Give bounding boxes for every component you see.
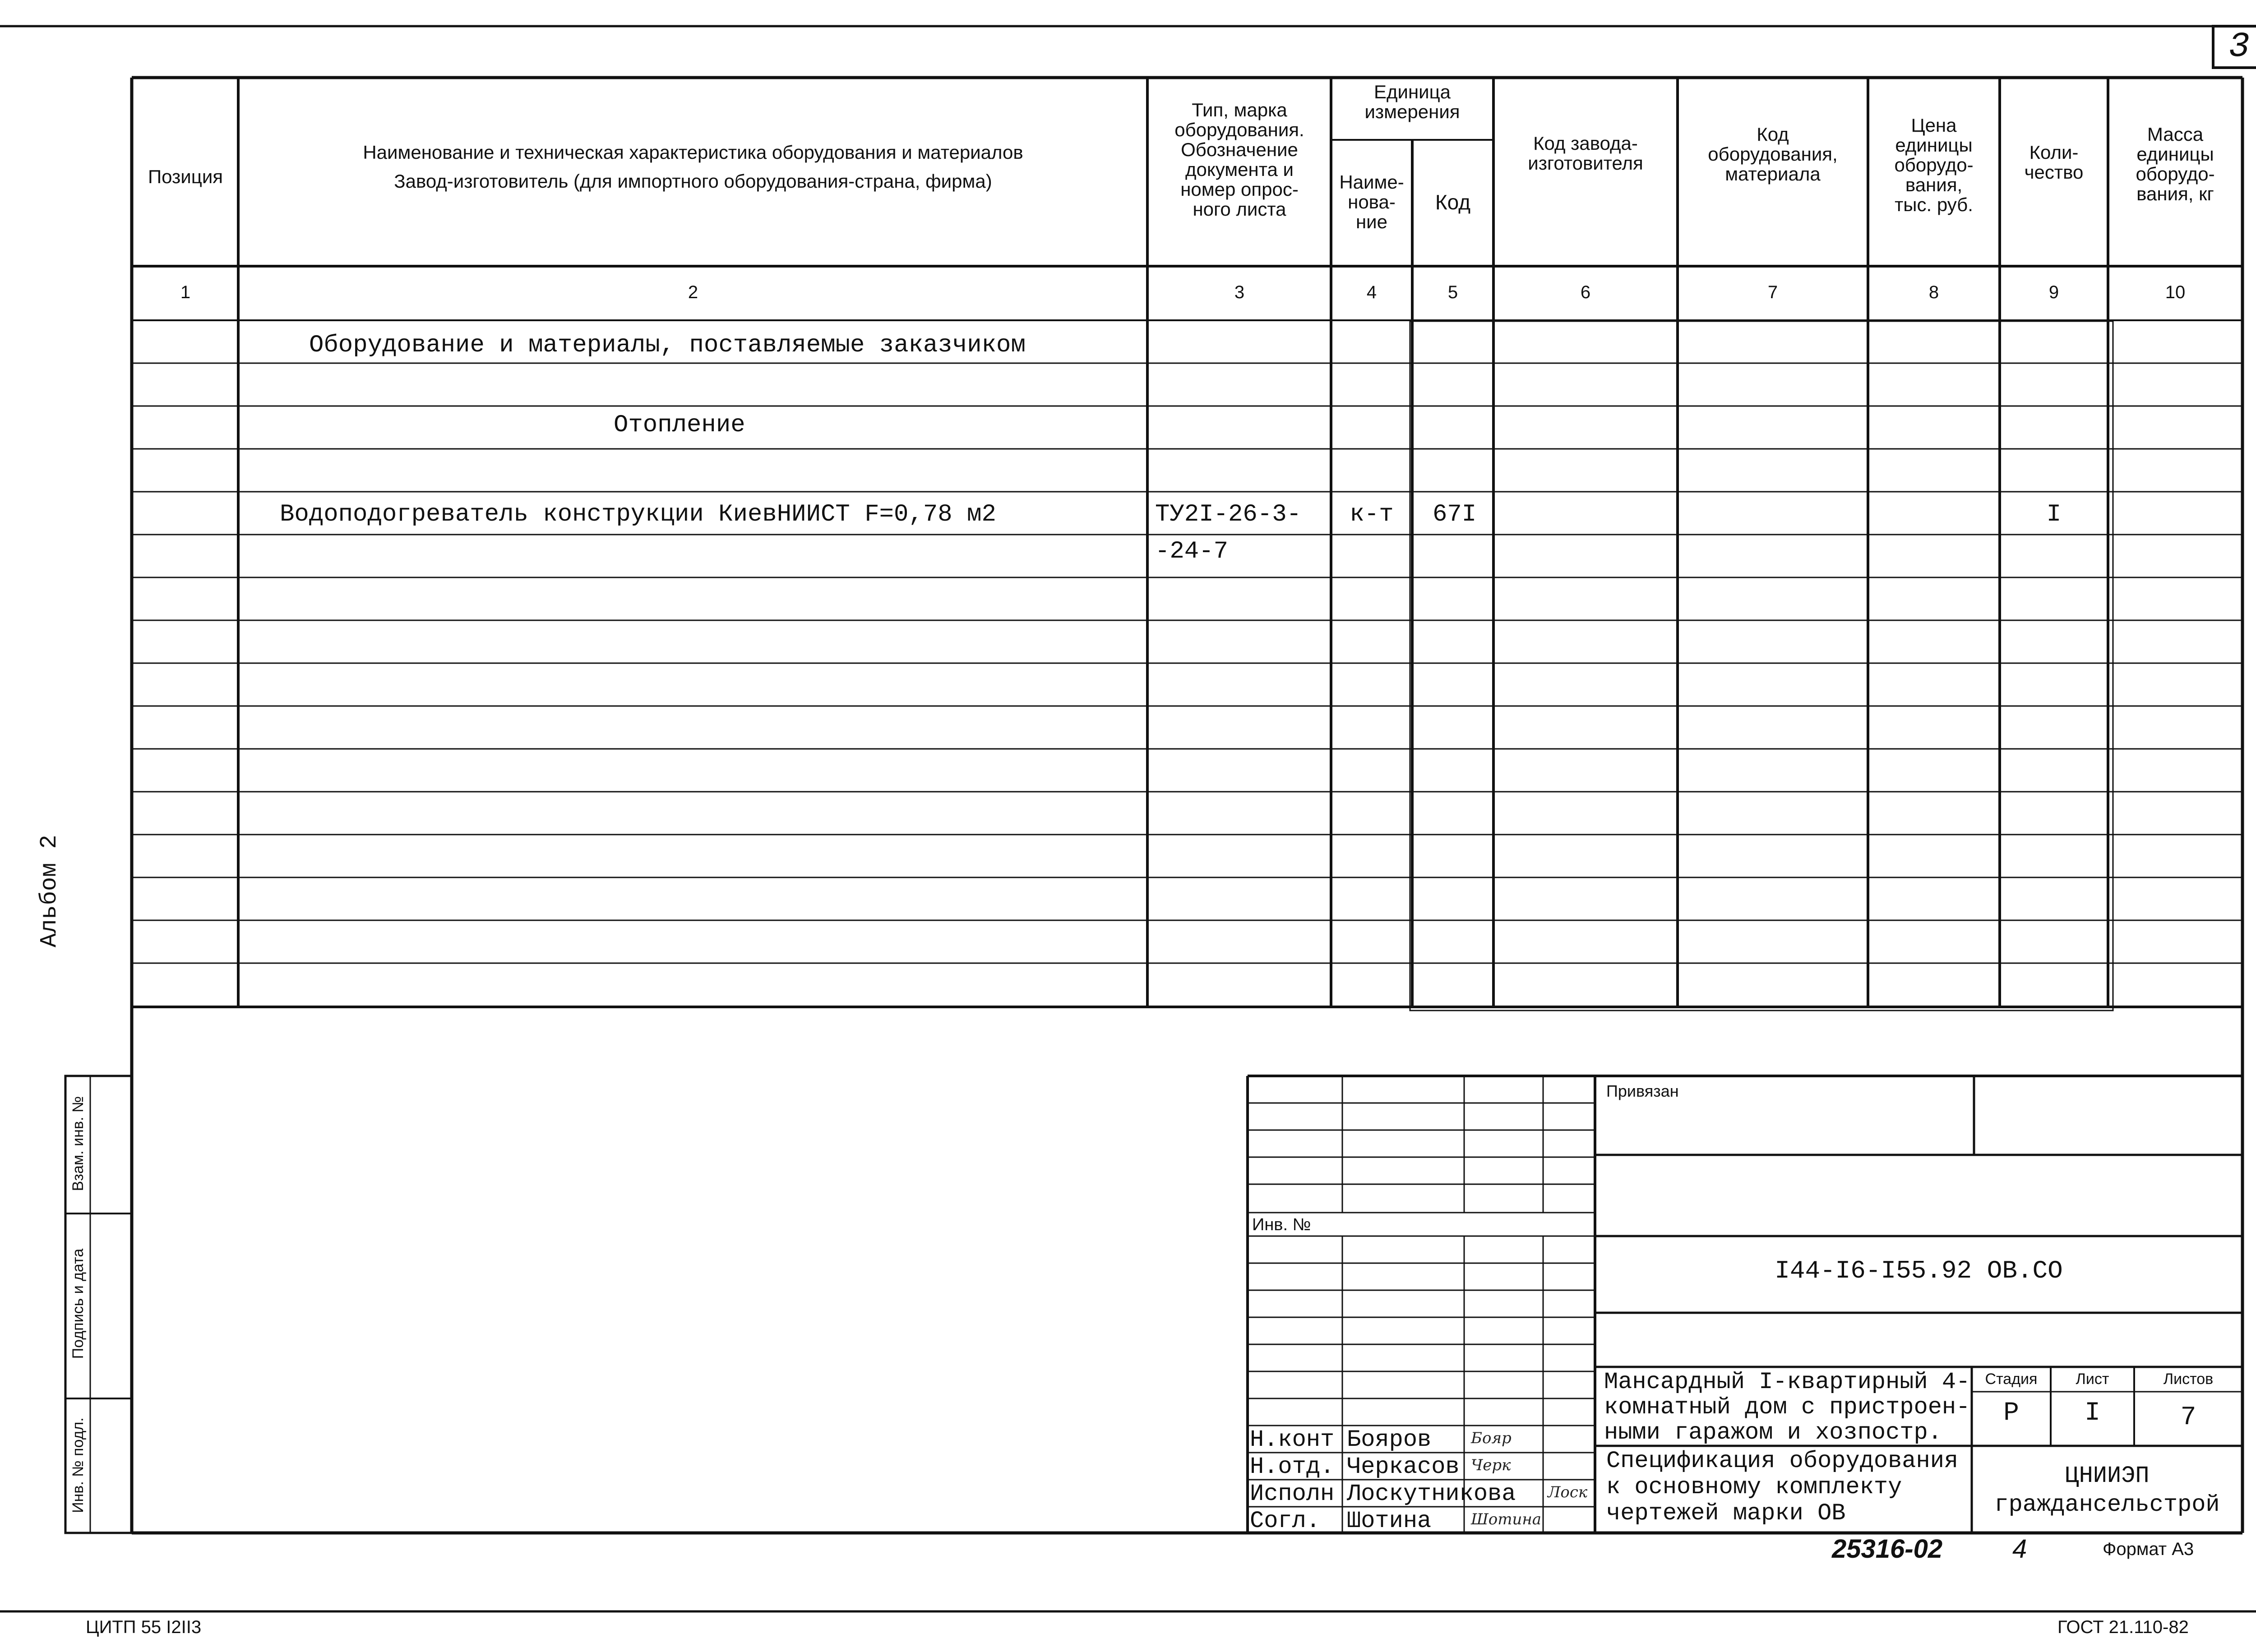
archive-number: 25316-02: [1832, 1534, 1943, 1564]
privyazan-label: Привязан: [1606, 1082, 1679, 1100]
stage-label: Стадия: [1985, 1371, 2038, 1388]
signer-role: Н.отд.: [1250, 1454, 1335, 1480]
table-row-name: Водоподогреватель конструкции КиевНИИСТ F=0,78 м2: [280, 501, 996, 528]
stage-value: Р: [2003, 1398, 2019, 1428]
document-designation: I44-I6-I55.92 ОВ.СО: [1775, 1256, 2063, 1285]
signer-signature: Бояр: [1471, 1429, 1512, 1447]
archive-page: 4: [2012, 1534, 2027, 1564]
object-name: Мансардный I-квартирный 4- комнатный дом с пристроен- ными гаражом и хозпостр.: [1604, 1369, 1970, 1446]
signer-name: Шотина: [1347, 1508, 1432, 1534]
signer-name: Лоскутникова: [1347, 1481, 1516, 1507]
footer-left-code: ЦИТП 55 I2II3: [86, 1617, 202, 1637]
header-unit-name: Наиме- нова- ние: [1339, 171, 1404, 232]
sheet-label: Лист: [2076, 1371, 2109, 1388]
stamp-sign-date: Подпись и дата: [69, 1248, 87, 1359]
table-row-type: -24-7: [1155, 538, 1229, 565]
signer-role: Согл.: [1250, 1508, 1321, 1534]
column-number-3: 3: [1234, 282, 1245, 302]
sheet-number: 3: [2228, 27, 2250, 67]
column-number-7: 7: [1767, 282, 1778, 302]
album-label: Альбом 2: [36, 835, 63, 947]
header-unit-group: Единица измерения: [1364, 81, 1460, 122]
sheets-value: 7: [2180, 1403, 2196, 1432]
stamp-vzam-inv: Взам. инв. №: [69, 1096, 87, 1191]
table-row-unit-name: к-т: [1350, 501, 1394, 528]
header-unit-code: Код: [1435, 190, 1471, 214]
format-label: Формат А3: [2103, 1539, 2194, 1559]
header-name-line2: Завод-изготовитель (для импортного оборудования-страна, фирма): [394, 171, 992, 192]
table-row-name: Отопление: [614, 411, 745, 439]
footer-gost: ГОСТ 21.110-82: [2057, 1617, 2189, 1637]
signer-signature: Лоск: [1548, 1483, 1588, 1501]
column-number-1: 1: [180, 282, 191, 302]
sheets-label: Листов: [2163, 1371, 2214, 1388]
header-unit-mass: Масса единицы оборудо- вания, кг: [2136, 124, 2215, 204]
table-row-unit-code: 67I: [1433, 501, 1477, 528]
header-equipment-code: Код оборудования, материала: [1708, 124, 1838, 185]
header-quantity: Коли- чество: [2024, 142, 2084, 183]
sheet-value: I: [2085, 1398, 2100, 1428]
header-factory-code: Код завода- изготовителя: [1528, 133, 1643, 174]
stamp-inv-orig: Инв. № подл.: [69, 1417, 87, 1513]
header-type-mark: Тип, марка оборудования. Обозначение документа и номер опрос- ного листа: [1174, 99, 1304, 220]
signer-role: Исполн: [1250, 1481, 1335, 1507]
table-row-quantity: I: [2046, 501, 2062, 528]
table-row-type: ТУ2I-26-3-: [1155, 501, 1302, 528]
signer-signature: Черк: [1471, 1456, 1511, 1474]
inv-no-label: Инв. №: [1252, 1215, 1311, 1234]
column-number-2: 2: [688, 282, 698, 302]
signer-name: Черкасов: [1347, 1454, 1460, 1480]
document-title: Спецификация оборудования к основному комплекту чертежей марки ОВ: [1606, 1448, 1959, 1527]
column-number-5: 5: [1447, 282, 1458, 302]
signer-role: Н.конт: [1250, 1426, 1335, 1453]
signer-name: Бояров: [1347, 1426, 1432, 1453]
organization-name: ЦНИИЭП граждансельстрой: [1994, 1463, 2220, 1518]
column-number-4: 4: [1366, 282, 1377, 302]
table-row-name: Оборудование и материалы, поставляемые заказчиком: [309, 332, 1026, 359]
signer-signature: Шотина: [1471, 1510, 1542, 1528]
column-number-8: 8: [1928, 282, 1939, 302]
column-number-6: 6: [1580, 282, 1591, 302]
column-number-10: 10: [2165, 282, 2186, 302]
header-position: Позиция: [148, 166, 223, 187]
header-unit-price: Цена единицы оборудо- вания, тыс. руб.: [1894, 115, 1974, 215]
column-number-9: 9: [2048, 282, 2059, 302]
header-name-line1: Наименование и техническая характеристика оборудования и материалов: [363, 142, 1023, 163]
